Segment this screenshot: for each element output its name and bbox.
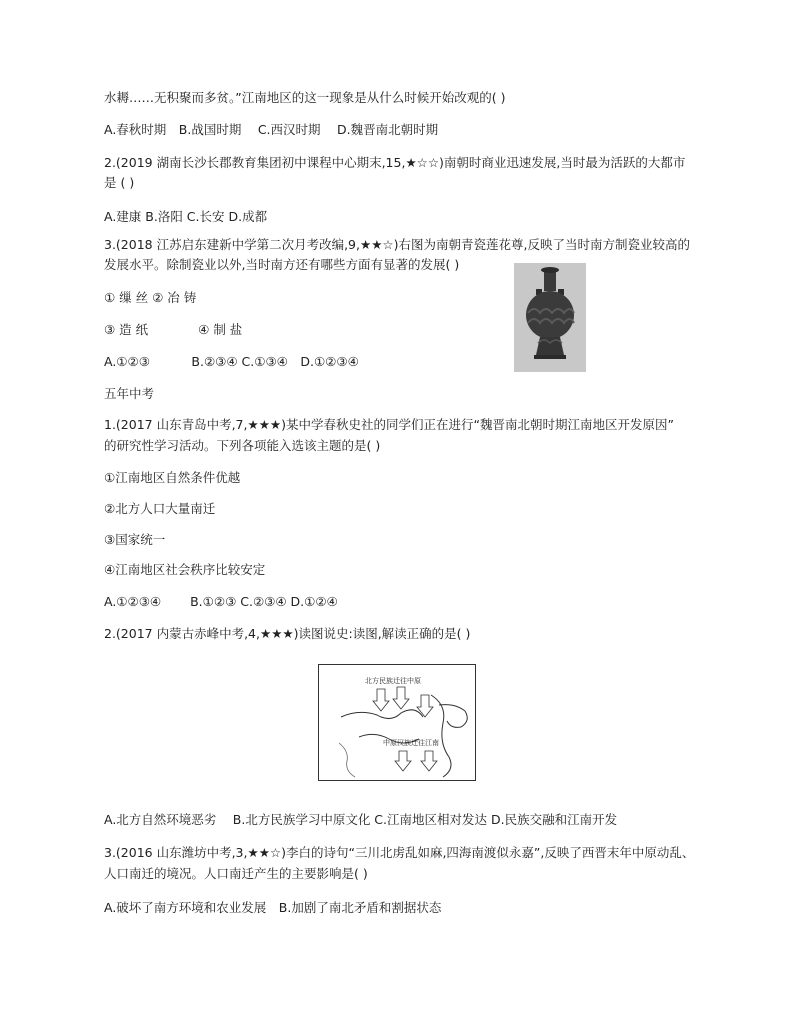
zk1-item-3: ③国家统一 xyxy=(104,532,166,547)
q3-items-1: ① 缫 丝 ② 冶 铸 xyxy=(104,290,197,305)
zk1-item-2: ②北方人口大量南迁 xyxy=(104,501,216,516)
migration-map xyxy=(318,664,476,781)
zk3-stem-line1: 3.(2016 山东潍坊中考,3,★★☆)李白的诗句“三川北虏乱如麻,四海南渡似永嘉”,反映了西晋末年中原动乱、 xyxy=(104,845,695,860)
q3-stem-line1: 3.(2018 江苏启东建新中学第二次月考改编,9,★★☆)右图为南朝青瓷莲花尊,反映了当时南方制瓷业较高的 xyxy=(104,237,690,252)
zk2-options: A.北方自然环境恶劣 B.北方民族学习中原文化 C.江南地区相对发达 D.民族交融和江南开发 xyxy=(104,812,618,827)
zk1-options: A.①②③④ B.①②③ C.②③④ D.①②④ xyxy=(104,594,338,609)
q2-stem-line2: 是 ( ) xyxy=(104,175,135,190)
q1-options: A.春秋时期 B.战国时期 C.西汉时期 D.魏晋南北朝时期 xyxy=(104,122,439,137)
text-line-continuation: 水耨……无积聚而多贫。”江南地区的这一现象是从什么时候开始改观的( ) xyxy=(104,90,506,105)
q3-options: A.①②③ B.②③④ C.①③④ D.①②③④ xyxy=(104,354,359,369)
q3-items-2: ③ 造 纸 ④ 制 盐 xyxy=(104,322,243,337)
zk1-item-1: ①江南地区自然条件优越 xyxy=(104,470,241,485)
celadon-lotus-vessel-photo xyxy=(514,263,586,372)
zk1-stem-line1: 1.(2017 山东青岛中考,7,★★★)某中学春秋史社的同学们正在进行“魏晋南北朝时期江南地区开发原因” xyxy=(104,417,674,432)
section-title: 五年中考 xyxy=(104,386,155,401)
zk3-options: A.破坏了南方环境和农业发展 B.加剧了南北矛盾和割据状态 xyxy=(104,900,442,915)
map-label-north: 北方民族迁往中原 xyxy=(365,677,421,685)
zk3-stem-line2: 人口南迁的境况。人口南迁产生的主要影响是( ) xyxy=(104,866,368,881)
map-label-south: 中原汉族迁往江南 xyxy=(383,739,439,747)
q2-options: A.建康 B.洛阳 C.长安 D.成都 xyxy=(104,209,268,224)
q3-stem-line2: 发展水平。除制瓷业以外,当时南方还有哪些方面有显著的发展( ) xyxy=(104,257,460,272)
vessel-icon xyxy=(514,263,586,372)
zk1-item-4: ④江南地区社会秩序比较安定 xyxy=(104,562,266,577)
zk2-stem: 2.(2017 内蒙古赤峰中考,4,★★★)读图说史:读图,解读正确的是( ) xyxy=(104,626,471,641)
zk1-stem-line2: 的研究性学习活动。下列各项能入选该主题的是( ) xyxy=(104,438,381,453)
q2-stem-line1: 2.(2019 湖南长沙长郡教育集团初中课程中心期末,15,★☆☆)南朝时商业迅速发展,当时最为活跃的大都市 xyxy=(104,155,686,170)
